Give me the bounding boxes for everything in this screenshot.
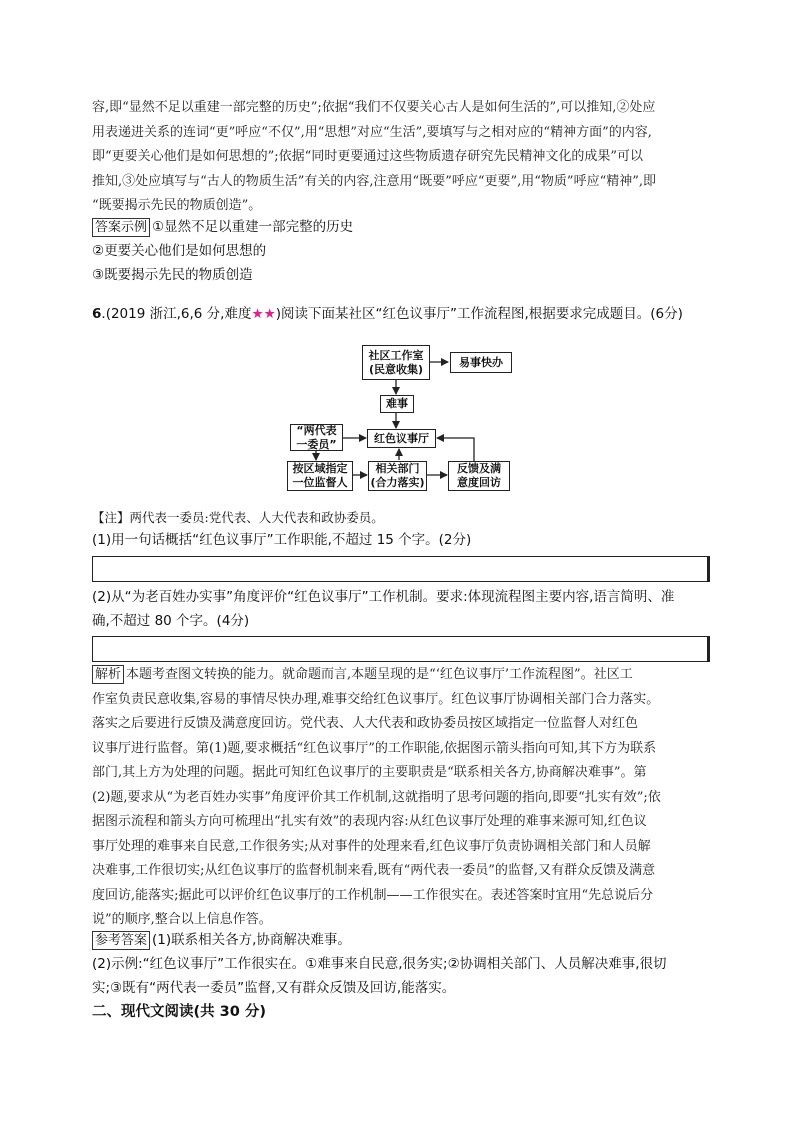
reference-answer-line: (2)示例:“红色议事厅”工作很实在。①难事来自民意,很务实;②协调相关部门、人员解决难事,很切 [92, 956, 667, 972]
question-meta: .(2019 浙江,6,6 分,难度 [101, 306, 252, 322]
question-number: 6 [92, 306, 102, 322]
explanation-line: 推知,③处应填写与“古人的物质生活”有关的内容,注意用“既要”呼应“更要”,用“物质”呼应“精神”,即 [92, 173, 656, 189]
analysis-line: 度回访,能落实;据此可以评价红色议事厅的工作机制——工作很实在。表述答案时宜用“先总说后分 [92, 887, 654, 903]
analysis-line: 议事厅进行监督。第(1)题,要求概括“红色议事厅”的工作职能,依据图示箭头指向可知,其下方为联系 [92, 740, 657, 756]
analysis-line: (2)题,要求从“为老百姓办实事”角度评价其工作机制,这就指明了思考问题的指向,即要“扎实有效”;依 [92, 789, 661, 805]
representatives-box [290, 424, 343, 451]
red-council-hall-box [367, 429, 436, 448]
explanation-line: “既要揭示先民的物质创造”。 [92, 198, 262, 213]
reference-answer-line: (1)联系相关各方,协商解决难事。 [152, 932, 351, 948]
box-label: 按区域指定 [292, 462, 348, 475]
sub-question-line: 确,不超过 80 个字。(4分) [92, 613, 250, 629]
answer-box-1[interactable] [92, 556, 710, 582]
box-label: 难事 [386, 397, 408, 410]
flowchart-note [92, 508, 384, 526]
answer-box-2[interactable] [92, 636, 710, 662]
analysis [92, 663, 702, 933]
box-label: (合力落实) [370, 476, 425, 489]
box-label: 反馈及满 [457, 462, 501, 475]
analysis-line: 说”的顺序,整合以上信息作答。 [92, 912, 272, 927]
answer-line: ③既要揭示先民的物质创造 [92, 267, 253, 283]
analysis-line: 本题考查图文转换的能力。就命题而言,本题呈现的是“‘红色议事厅’工作流程图”。社区工 [126, 667, 633, 682]
reference-answer [92, 928, 667, 1000]
box-label: 易事快办 [459, 355, 503, 369]
note-label: 【注】 [92, 510, 130, 525]
arrow-feedback-to-hall [437, 438, 474, 461]
reference-answer-tag: 参考答案 [92, 931, 150, 950]
box-label: 意度回访 [457, 476, 501, 489]
feedback-box [448, 461, 510, 491]
hard-matter-box [380, 395, 414, 413]
analysis-line: 作室负责民意收集,容易的事情尽快办理,难事交给红色议事厅。红色议事厅协调相关部门合力落实。 [92, 691, 660, 707]
community-office-box [362, 345, 430, 380]
difficulty-stars: ★★ [251, 306, 276, 322]
box-label: 一委员” [296, 437, 337, 451]
analysis-line: 部门,其上方为处理的问题。据此可知红色议事厅的主要职责是“联系相关各方,协商解决难事”。第 [92, 765, 647, 780]
analysis-line: 据图示流程和箭头方向可梳理出“扎实有效”的表现内容:从红色议事厅处理的难事来源可知,红色议 [92, 814, 647, 829]
answer-line: ①显然不足以重建一部完整的历史 [152, 219, 354, 235]
question-text: )阅读下面某社区“红色议事厅”工作流程图,根据要求完成题目。(6分) [275, 306, 683, 322]
reference-answer-line: 实;③既有“两代表一委员”监督,又有群众反馈及回访,能落实。 [92, 980, 456, 996]
answer-example-tag: 答案示例 [92, 218, 150, 237]
explanation-line: 容,即“显然不足以重建一部完整的历史”;依据“我们不仅要关心古人是如何生活的”,可以推知,②处应 [92, 100, 656, 115]
analysis-line: 事厅处理的难事来自民意,工作很务实;从对事件的处理来看,红色议事厅负责协调相关部门和人员解 [92, 838, 651, 854]
box-label: (民意收集) [368, 362, 424, 376]
box-label: 红色议事厅 [374, 431, 429, 445]
quick-handle-box [450, 352, 512, 373]
answer-line: ②更要关心他们是如何思想的 [92, 243, 267, 259]
sub-question-2 [92, 585, 674, 633]
box-label: “两代表 [296, 423, 337, 437]
supervisor-box [287, 461, 353, 491]
box-label: 相关部门 [375, 462, 420, 475]
analysis-line: 决难事,工作很切实;从红色议事厅的监督机制来看,既有“两代表一委员”的监督,又有群众反馈及满意 [92, 863, 656, 878]
analysis-tag: 解析 [92, 665, 124, 684]
box-label: 社区工作室 [368, 348, 424, 362]
analysis-line: 落实之后要进行反馈及满意度回访。党代表、人大代表和政协委员按区域指定一位监督人对红色 [92, 716, 639, 731]
note-text: 两代表一委员:党代表、人大代表和政协委员。 [129, 510, 384, 525]
box-label: 一位监督人 [292, 476, 348, 489]
explanation-line: 即“更要关心他们是如何思想的”;依据“同时更要通过这些物质遗存研究先民精神文化的成果”可以 [92, 149, 643, 164]
related-departments-box [368, 461, 427, 491]
sub-question-line: (2)从“为老百姓办实事”角度评价“红色议事厅”工作机制。要求:体现流程图主要内容,语言简明、准 [92, 589, 675, 605]
sub-question-1: (1)用一句话概括“红色议事厅”工作职能,不超过 15 个字。(2分) [92, 532, 472, 548]
explanation-line: 用表递进关系的连词“更”呼应“不仅”,用“思想”对应“生活”,要填写与之相对应的“精神方面”的内容, [92, 124, 652, 140]
section-title: 二、现代文阅读(共 30 分) [92, 1004, 267, 1020]
